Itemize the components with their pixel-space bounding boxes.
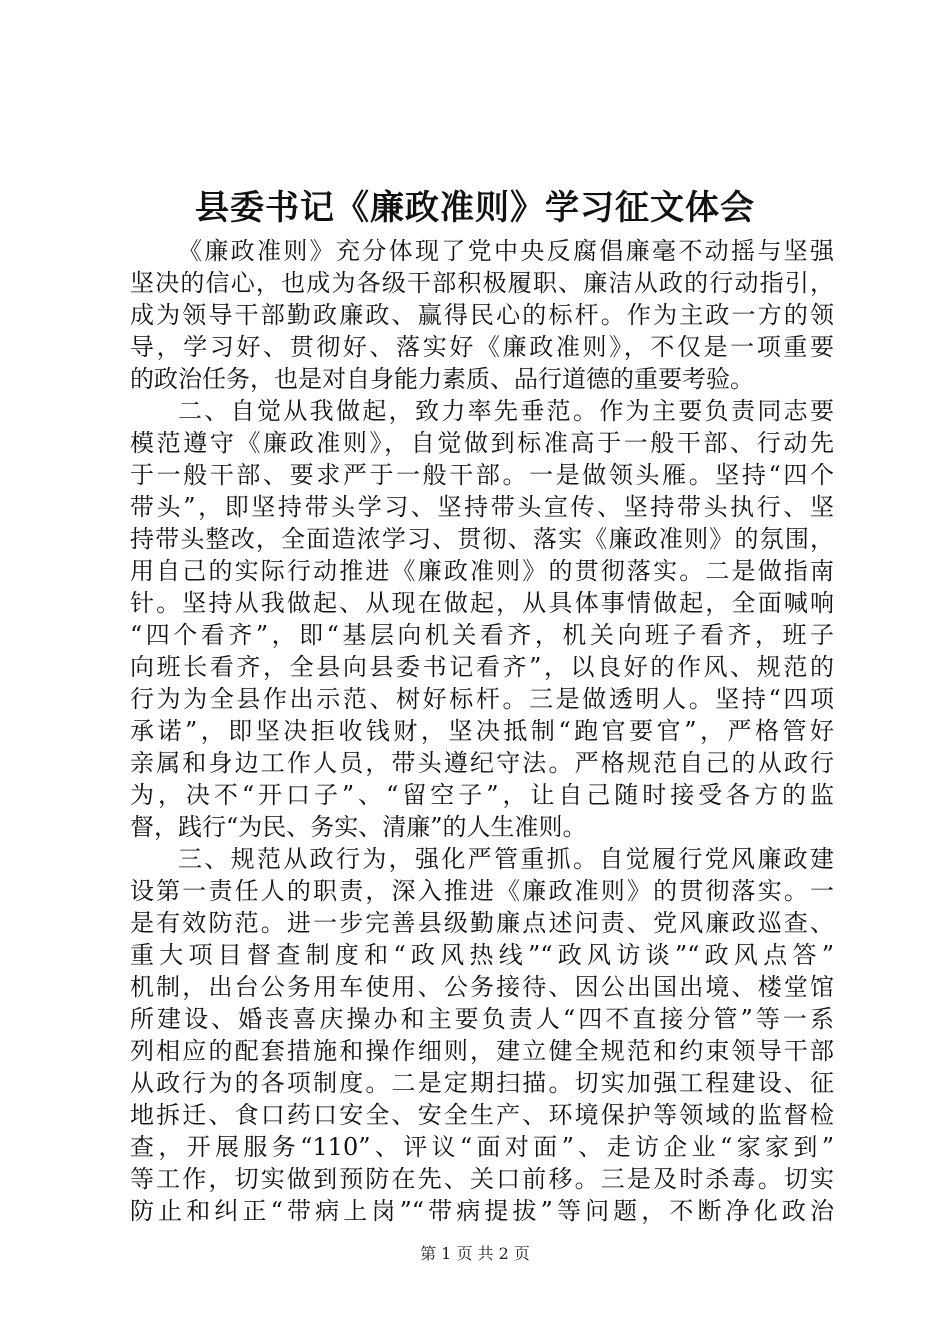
paragraph-line: 防止和纠正“带病上岗”“带病提拔”等问题，不断净化政治: [130, 1197, 834, 1225]
paragraph-line: 为，决不“开口子”、“留空子”，让自己随时接受各方的监: [130, 781, 834, 809]
paragraph-line: 持带头整改，全面造浓学习、贯彻、落实《廉政准则》的氛围，: [130, 525, 834, 553]
paragraph-line: 所建设、婚丧喜庆操办和主要负责人“四不直接分管”等一系: [130, 1005, 834, 1033]
paragraph-line: 的政治任务，也是对自身能力素质、品行道德的重要考验。: [130, 365, 754, 393]
paragraph-line: 三、规范从政行为，强化严管重抓。自觉履行党风廉政建: [178, 845, 834, 873]
paragraph-line: 承诺”，即坚决拒收钱财，坚决抵制“跑官要官”，严格管好: [130, 717, 834, 745]
paragraph-line: 针。坚持从我做起、从现在做起，从具体事情做起，全面喊响: [130, 589, 834, 617]
document-body: [130, 235, 834, 1227]
paragraph-line: 是有效防范。进一步完善县级勤廉点述问责、党风廉政巡查、: [130, 909, 834, 937]
paragraph-line: 向班长看齐，全县向县委书记看齐”，以良好的作风、规范的: [130, 653, 834, 681]
paragraph-line: 查，开展服务“110”、评议“面对面”、走访企业“家家到”: [130, 1133, 834, 1161]
paragraph-line: 模范遵守《廉政准则》，自觉做到标准高于一般干部、行动先: [130, 429, 834, 457]
paragraph-line: 二、自觉从我做起，致力率先垂范。作为主要负责同志要: [178, 397, 834, 425]
paragraph-line: 行为为全县作出示范、树好标杆。三是做透明人。坚持“四项: [130, 685, 834, 713]
paragraph-line: 亲属和身边工作人员，带头遵纪守法。严格规范自己的从政行: [130, 749, 834, 777]
paragraph-line: 机制，出台公务用车使用、公务接待、因公出国出境、楼堂馆: [130, 973, 834, 1001]
paragraph-line: “四个看齐”，即“基层向机关看齐，机关向班子看齐，班子: [130, 621, 834, 649]
paragraph-line: 带头”，即坚持带头学习、坚持带头宣传、坚持带头执行、坚: [130, 493, 834, 521]
paragraph-line: 成为领导干部勤政廉政、赢得民心的标杆。作为主政一方的领: [130, 301, 834, 329]
paragraph-line: 地拆迁、食口药口安全、安全生产、环境保护等领域的监督检: [130, 1101, 834, 1129]
paragraph-line: 设第一责任人的职责，深入推进《廉政准则》的贯彻落实。一: [130, 877, 834, 905]
paragraph-line: 列相应的配套措施和操作细则，建立健全规范和约束领导干部: [130, 1037, 834, 1065]
page-footer: 第 1 页 共 2 页: [420, 1244, 530, 1263]
paragraph-line: 于一般干部、要求严于一般干部。一是做领头雁。坚持“四个: [130, 461, 834, 489]
document-title: 县委书记《廉政准则》学习征文体会: [195, 188, 755, 228]
paragraph-line: 用自己的实际行动推进《廉政准则》的贯彻落实。二是做指南: [130, 557, 834, 585]
paragraph-line: 督，践行“为民、务实、清廉”的人生准则。: [130, 813, 587, 841]
paragraph-line: 《廉政准则》充分体现了党中央反腐倡廉毫不动摇与坚强: [178, 237, 834, 265]
paragraph-line: 从政行为的各项制度。二是定期扫描。切实加强工程建设、征: [130, 1069, 834, 1097]
paragraph-line: 坚决的信心，也成为各级干部积极履职、廉洁从政的行动指引，: [130, 269, 834, 297]
paragraph-line: 重大项目督查制度和“政风热线”“政风访谈”“政风点答”: [130, 941, 834, 969]
paragraph-line: 导，学习好、贯彻好、落实好《廉政准则》，不仅是一项重要: [130, 333, 834, 361]
paragraph-line: 等工作，切实做到预防在先、关口前移。三是及时杀毒。切实: [130, 1165, 834, 1193]
